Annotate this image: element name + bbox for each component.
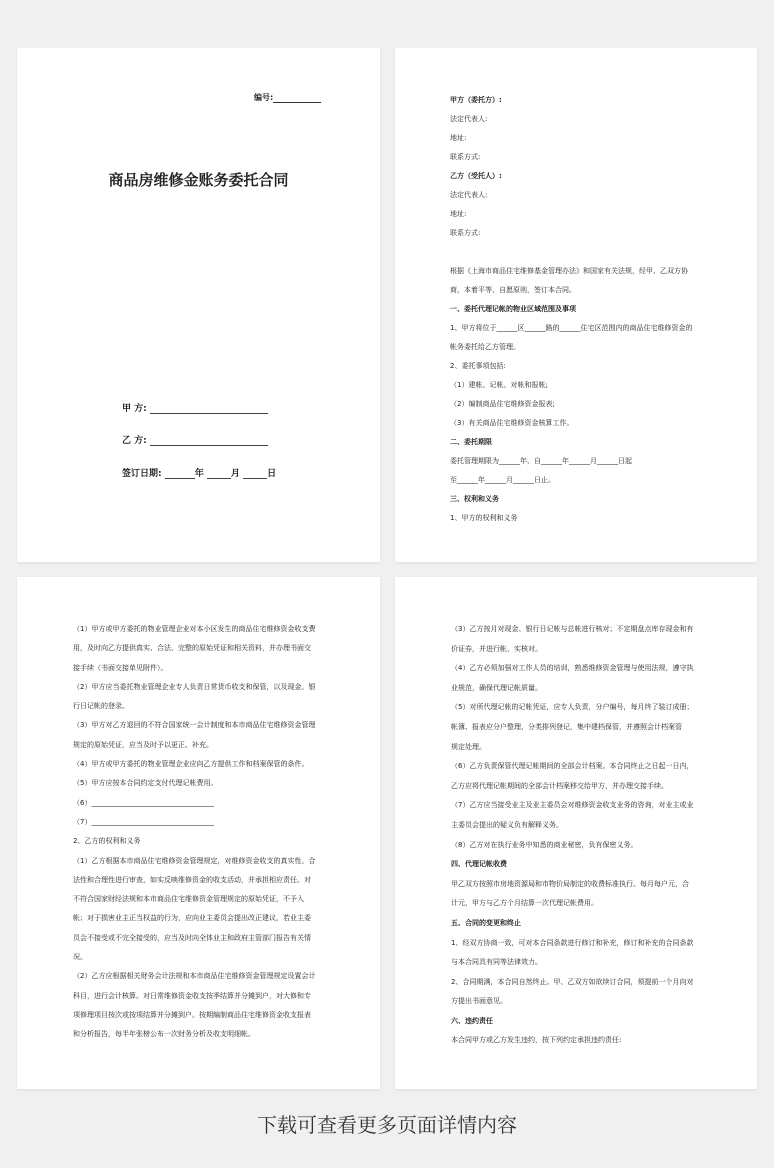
serial-number [254, 92, 321, 103]
text-line: （2）编制商品住宅维修资金报表; [450, 400, 555, 408]
party-b-blank [150, 435, 268, 446]
text-line: （1）建帐、记帐、对帐和报帐; [450, 381, 548, 389]
party-a-blank [150, 403, 268, 414]
text-line: 法定代表人: [450, 191, 488, 199]
year-label: 年 [194, 469, 204, 479]
text-line: 科目，进行会计核算。对日常维修资金收支按季结算并分摊到户，对大修和专 [73, 991, 311, 1000]
text-line: 况。 [73, 953, 87, 962]
text-line: （4）甲方或甲方委托的物业管理企业应向乙方提供工作和档案保管的条件。 [73, 760, 309, 769]
text-line: （2）甲方应当委托物业管理企业专人负责日常货币收支和保管，以及现金、银 [73, 682, 316, 691]
text-line: 计元，甲方与乙方个月结算一次代理记帐费用。 [451, 899, 598, 908]
page-3 [17, 577, 380, 1089]
day-blank [243, 468, 267, 479]
text-line: 不符合国家财经法规和本市商品住宅维修资金管理规定的原始凭证，不予入 [73, 895, 304, 904]
text-line: 乙方应将代理记帐期间的全部会计档案移交给甲方，并办理交接手续。 [451, 781, 668, 790]
section-heading: 四、代理记帐收费 [451, 860, 507, 869]
serial-blank [273, 93, 321, 103]
text-line: 2、委托事项包括: [450, 362, 506, 370]
text-line: 地址: [450, 210, 467, 218]
text-line: （6）乙方负责保管代理记帐期间的全部会计档案。本合同终止之日起一日内， [451, 762, 694, 771]
section-heading: 五、合同的变更和终止 [451, 918, 521, 927]
text-line: 商，本着平等、自愿原则，签订本合同。 [450, 286, 576, 294]
text-line: （6）___________________________________ [73, 798, 214, 807]
day-label: 日 [267, 469, 277, 479]
text-line: 帐务委托给乙方管理。 [450, 343, 520, 351]
text-line: 1、经双方协商一致，可对本合同条款进行修订和补充，修订和补充的合同条款 [451, 938, 694, 947]
text-line: 1、甲方将位于______区______路的______住宅区范围内的商品住宅维修资金的 [450, 324, 693, 332]
text-line: （1）乙方根据本市商品住宅维修资金管理规定，对维修资金收支的真实性、合 [73, 856, 316, 865]
page-cover [17, 48, 380, 562]
text-line: 2、合同期满，本合同自然终止。甲、乙双方如欲续订合同，须提前一个月向对 [451, 977, 694, 986]
serial-label: 编号: [254, 93, 274, 102]
text-line: 规定的原始凭证，应当及时予以更正、补充。 [73, 740, 213, 749]
text-line: （1）甲方或甲方委托的物业管理企业对本小区发生的商品住宅维修资金收支费 [73, 625, 316, 633]
page-4 [395, 577, 757, 1089]
month-label: 月 [230, 469, 240, 479]
month-blank [207, 468, 231, 479]
text-line: 本合同甲方或乙方发生违约，按下列约定承担违约责任: [451, 1036, 622, 1045]
text-line: 联系方式: [450, 153, 481, 161]
section-heading: 二、委托期限 [450, 438, 492, 446]
text-line: 与本合同具有同等法律效力。 [451, 958, 542, 967]
text-line: 行日记帐的登录。 [73, 702, 129, 711]
page-4-text [451, 620, 709, 1051]
text-line: 1、甲方的权利和义务 [450, 514, 518, 522]
page-3-text [73, 620, 332, 1045]
text-line: 业规范，确保代理记帐质量。 [451, 683, 542, 692]
text-line: 帐簿、报表应分户整理、分类排列登记，集中建档保管，并遵照会计档案管 [451, 722, 682, 731]
page-2 [395, 48, 757, 562]
text-line: 地址: [450, 134, 467, 142]
section-heading: 三、权利和义务 [450, 495, 499, 503]
text-line: 和分析报告，每半年张榜公布一次财务分析及收支明细帐。 [73, 1030, 255, 1039]
text-line: 规定处理。 [451, 742, 486, 751]
section-heading: 一、委托代理记帐的物业区域范围及事项 [450, 305, 576, 313]
text-line: （5）甲方应按本合同约定支付代理记帐费用。 [73, 779, 218, 788]
sign-date-label: 签订日期: [122, 469, 162, 479]
text-line [450, 243, 709, 262]
section-heading: 六、违约责任 [451, 1016, 493, 1025]
text-line: 项修理项目按次或按项结算并分摊到户。按期编制商品住宅维修资金收支报表 [73, 1010, 311, 1019]
contract-title: 商品房维修金账务委托合同 [108, 171, 289, 189]
text-line: 员会不接受或不完全接受的，应当及时向全体业主和政府主管部门报告有关情 [73, 933, 311, 942]
page-2-text [450, 91, 709, 528]
text-line: 法定代表人: [450, 115, 488, 123]
text-line: 主委员会提出的疑义负有解释义务。 [451, 820, 563, 829]
text-line: 2、乙方的权利和义务 [73, 837, 141, 846]
download-footer-text: 下载可查看更多页面详情内容 [257, 1113, 517, 1137]
text-line: （3）甲方对乙方退回的不符合国家统一会计制度和本市商品住宅维修资金管理 [73, 721, 316, 730]
text-line: 帐；对于损害业主正当权益的行为，应向业主委员会提出改正建议，若业主委 [73, 914, 311, 923]
text-line: 方提出书面意见。 [451, 997, 507, 1006]
text-line: 至______年______月______日止。 [450, 476, 555, 484]
text-line: 委托管理期限为______年，自______年______月______日起 [450, 457, 632, 465]
party-a-sign [122, 401, 268, 414]
text-line: 法性和合理性进行审查，如实反映维修资金的收支活动，并承担相应责任。对 [73, 875, 311, 884]
text-line: （2）乙方应根据相关财务会计法规和本市商品住宅维修资金管理规定设置会计 [73, 972, 316, 981]
party-a-label: 甲 方: [122, 404, 147, 414]
section-heading: 乙方（受托人）: [450, 172, 502, 180]
text-line: （5）对所代理记帐的记帐凭证，应专人负责，分户编号，每月终了装订成册； [451, 703, 694, 712]
party-b-sign [122, 433, 268, 446]
text-line: （7）乙方应当接受业主及业主委员会对维修资金收支业务的咨询，对业主或业 [451, 801, 694, 810]
text-line: 联系方式: [450, 229, 481, 237]
text-line: 根据《上海市商品住宅维修基金管理办法》和国家有关法规，经甲、乙双方协 [450, 267, 688, 275]
section-heading: 甲方（委托方）: [450, 96, 502, 104]
text-line: （7）___________________________________ [73, 817, 214, 826]
text-line: （8）乙方对在执行业务中知悉的商业秘密，负有保密义务。 [451, 840, 638, 849]
party-b-label: 乙 方: [122, 436, 147, 446]
text-line: （3）有关商品住宅维修资金核算工作。 [450, 419, 574, 427]
year-blank [165, 468, 195, 479]
text-line: （4）乙方必须加强对工作人员的培训，熟悉维修资金管理与使用法规，遵守执 [451, 664, 694, 673]
sign-date [122, 466, 276, 479]
text-line: 价证券，并进行帐、实核对。 [451, 644, 542, 653]
text-line: 用，及时向乙方提供真实、合法、完整的原始凭证和相关资料，并办理书面交 [73, 644, 311, 653]
text-line: 甲乙双方按照市房地资源局和市物价局制定的收费标准执行。每月每户元，合 [451, 879, 689, 888]
text-line: 接手续（书面交接单见附件）。 [73, 663, 168, 672]
text-line: （3）乙方按月对现金、银行日记帐与总帐进行核对；不定期盘点库存现金和有 [451, 625, 694, 633]
